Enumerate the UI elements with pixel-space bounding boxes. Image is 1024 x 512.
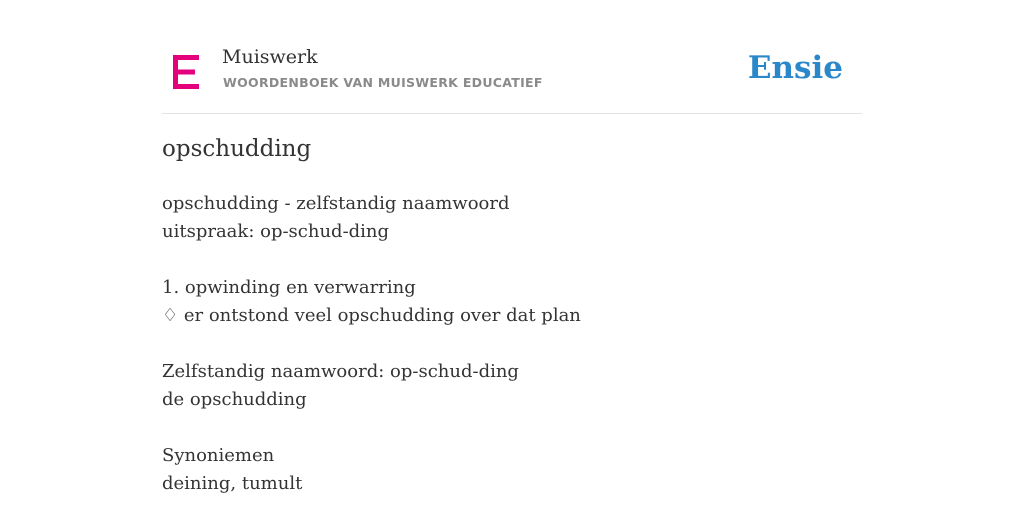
- entry-line-article: de opschudding: [162, 389, 307, 410]
- muiswerk-logo-icon[interactable]: [173, 55, 201, 89]
- entry-definition: [162, 190, 581, 498]
- entry-line-example: ♢ er ontstond veel opschudding over dat plan: [162, 305, 581, 326]
- entry-line-blank: [162, 414, 581, 442]
- entry-line-hyphenation: Zelfstandig naamwoord: op-schud-ding: [162, 361, 519, 382]
- ensie-logo[interactable]: Ensie: [747, 50, 843, 86]
- entry-line-pronunciation: uitspraak: op-schud-ding: [162, 221, 390, 242]
- entry-line-meaning: 1. opwinding en verwarring: [162, 277, 416, 298]
- entry-line-blank: [162, 246, 581, 274]
- entry-line-blank: [162, 330, 581, 358]
- site-header: [162, 40, 862, 114]
- entry-line-synonyms-heading: Synoniemen: [162, 445, 275, 466]
- entry-title: opschudding: [162, 136, 312, 162]
- entry-line-synonyms: deining, tumult: [162, 473, 303, 494]
- brand-name[interactable]: Muiswerk: [222, 46, 318, 68]
- entry-line-word-class: opschudding - zelfstandig naamwoord: [162, 193, 510, 214]
- brand-subtitle: WOORDENBOEK VAN MUISWERK EDUCATIEF: [223, 75, 543, 90]
